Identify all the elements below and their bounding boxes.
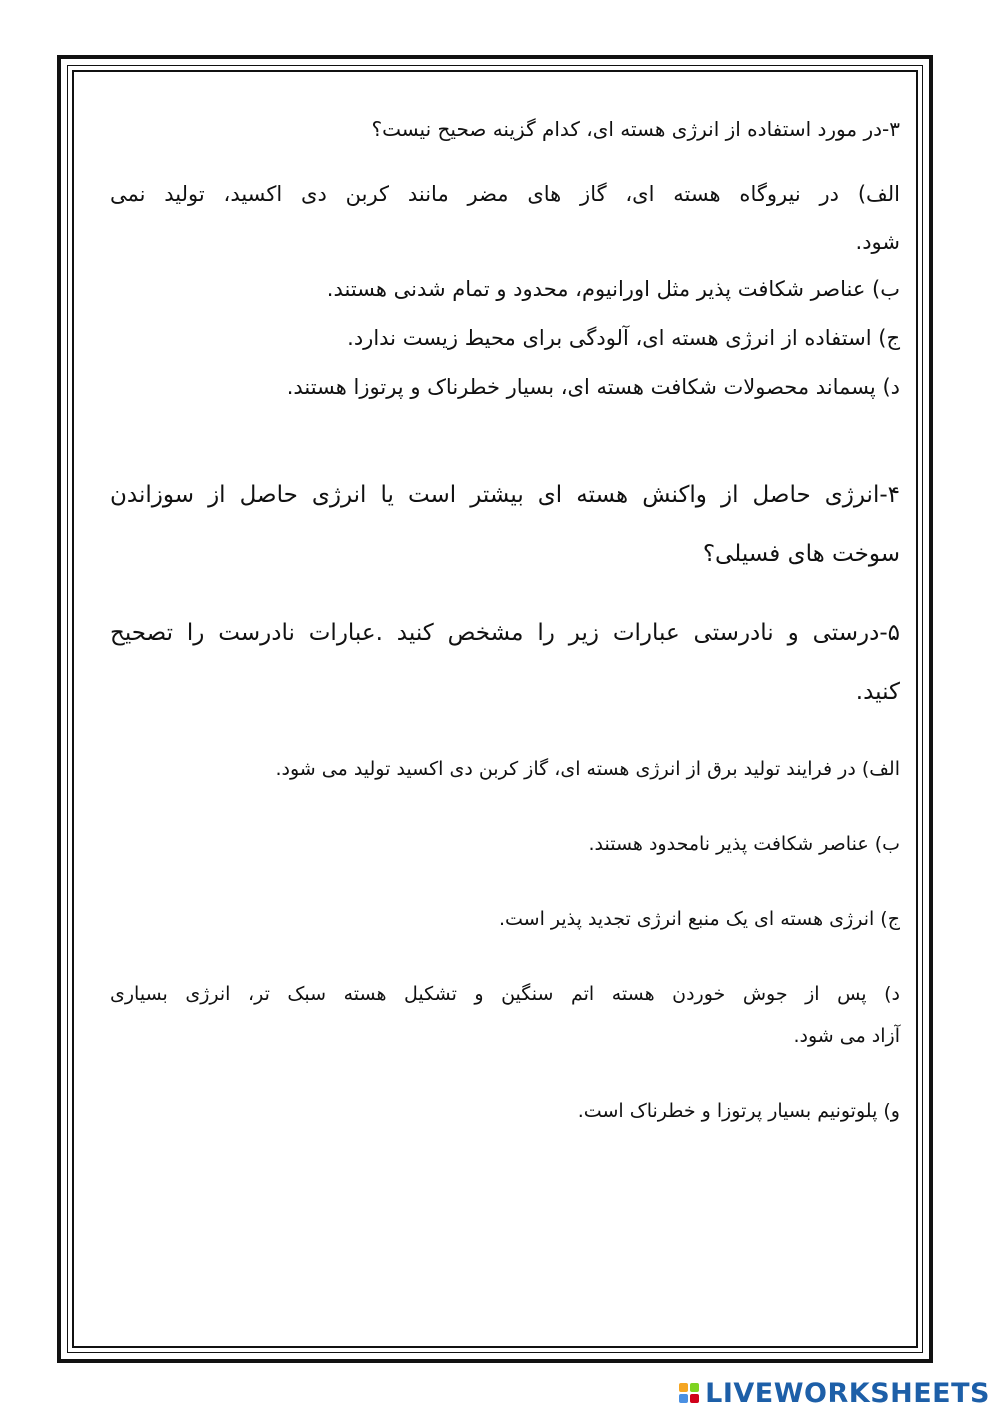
question-3-option-a-line2: شود.: [855, 230, 900, 254]
logo-square-2: [690, 1383, 699, 1392]
statement-d-line1: د) پس از جوش خوردن هسته اتم سنگین و تشکیل هسته سبک تر، انرژی بسیاری: [110, 983, 900, 1005]
statement-a: الف) در فرایند تولید برق از انرژی هسته ای، گاز کربن دی اکسید تولید می شود.: [275, 758, 900, 780]
logo-square-1: [679, 1383, 688, 1392]
question-3-title: ۳-در مورد استفاده از انرژی هسته ای، کدام گزینه صحیح نیست؟: [371, 117, 900, 141]
question-3-option-c: ج) استفاده از انرژی هسته ای، آلودگی برای محیط زیست ندارد.: [347, 326, 900, 350]
logo-square-3: [679, 1394, 688, 1403]
question-4-line2: سوخت های فسیلی؟: [702, 541, 900, 567]
question-5-line1: ۵-درستی و نادرستی عبارات زیر را مشخص کنید .عبارات نادرست را تصحیح: [110, 620, 900, 646]
logo-square-4: [690, 1394, 699, 1403]
statement-b: ب) عناصر شکافت پذیر نامحدود هستند.: [588, 833, 900, 855]
logo-brand-text: LIVEWORKSHEETS: [705, 1377, 990, 1409]
worksheet-content: [110, 112, 900, 1132]
statement-e: و) پلوتونیم بسیار پرتوزا و خطرناک است.: [577, 1100, 900, 1122]
question-4-line1: ۴-انرژی حاصل از واکنش هسته ای بیشتر است یا انرژی حاصل از سوزاندن: [110, 482, 900, 508]
question-3-option-a-line1: الف) در نیروگاه هسته ای، گاز های مضر مانند کربن دی اکسید، تولید نمی: [110, 182, 900, 206]
question-5-line2: کنید.: [855, 679, 900, 705]
liveworksheets-logo: [679, 1375, 990, 1411]
statement-d-line2: آزاد می شود.: [793, 1025, 900, 1047]
statement-c: ج) انرژی هسته ای یک منبع انرژی تجدید پذیر است.: [498, 908, 900, 930]
logo-mark-icon: [679, 1383, 699, 1403]
question-3-option-b: ب) عناصر شکافت پذیر مثل اورانیوم، محدود و تمام شدنی هستند.: [326, 277, 900, 301]
question-3-option-d: د) پسماند محصولات شکافت هسته ای، بسیار خطرناک و پرتوزا هستند.: [286, 375, 900, 399]
